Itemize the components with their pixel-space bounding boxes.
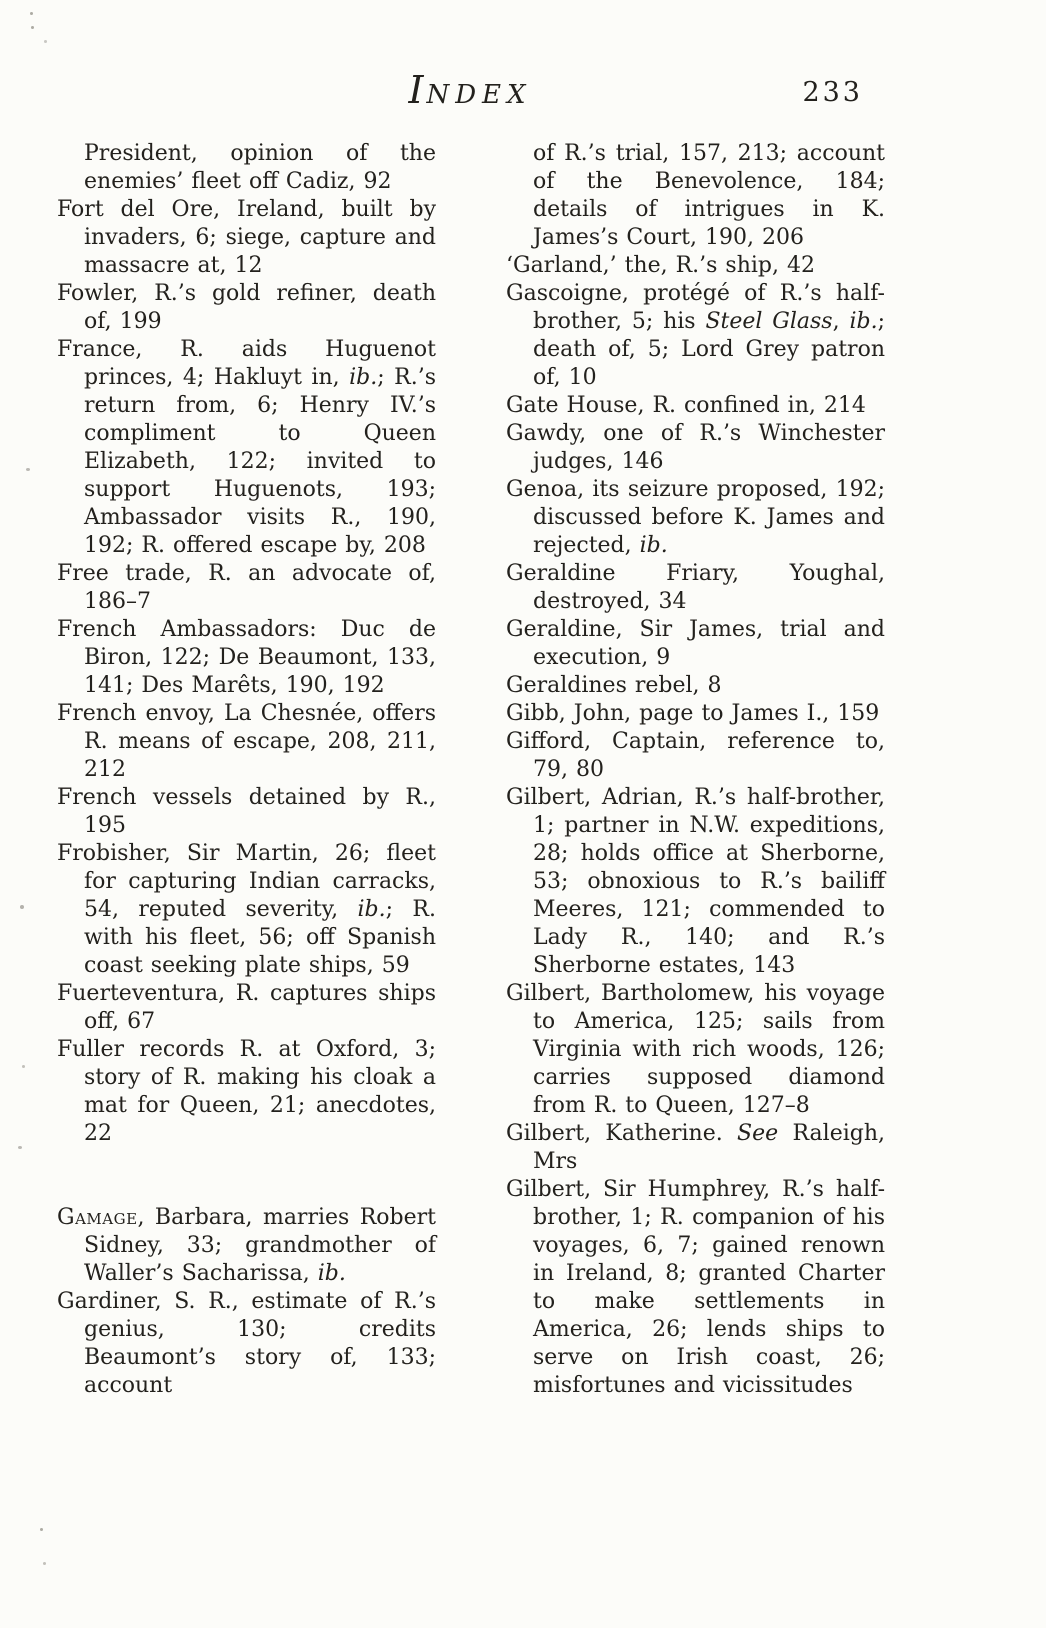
- index-entry: Gilbert, Adrian, R.’s half-brother, 1; partner in N.W. expeditions, 28; holds office at Sherborne, 53; obnoxious to R.’s bailiff Meeres, 121; commended to Lady R., 140; and R.’s Sherborne estates, 143: [506, 785, 885, 978]
- index-entry: Frobisher, Sir Martin, 26; fleet for capturing Indian carracks, 54, reputed severity, ib.; R. with his fleet, 56; off Spanish coast seeking plate ships, 59: [57, 841, 436, 978]
- index-entry: Gilbert, Katherine. See Raleigh, Mrs: [506, 1121, 886, 1174]
- scan-speck: [43, 1562, 46, 1565]
- index-entry: Gilbert, Sir Humphrey, R.’s half-brother, 1; R. companion of his voyages, 6, 7; gained renown in Ireland, 8; granted Charter to make settlements in America, 26; lends ships to serve on Irish coast, 26; misfortunes and vicissitudes: [506, 1177, 885, 1398]
- index-entry: Gifford, Captain, reference to, 79, 80: [506, 729, 885, 782]
- scan-speck: [18, 1146, 22, 1149]
- index-entry: Gardiner, S. R., estimate of R.’s genius, 130; credits Beaumont’s story of, 133; account: [57, 1289, 436, 1398]
- page-number: 233: [802, 77, 863, 108]
- scan-speck: [22, 1065, 25, 1068]
- index-column-left: [57, 140, 436, 1400]
- index-entry: Fort del Ore, Ireland, built by invaders, 6; siege, capture and massacre at, 12: [57, 197, 436, 278]
- index-entry: France, R. aids Huguenot princes, 4; Hakluyt in, ib.; R.’s return from, 6; Henry IV.’s compliment to Queen Elizabeth, 122; invited to support Huguenots, 193; Ambassador visits R., 190, 192; R. offered escape by, 208: [57, 337, 436, 558]
- index-entry: of R.’s trial, 157, 213; account of the Benevolence, 184; details of intrigues in K. James’s Court, 190, 206: [533, 141, 885, 250]
- index-entry: President, opinion of the enemies’ fleet off Cadiz, 92: [84, 141, 436, 194]
- index-entry: Fowler, R.’s gold refiner, death of, 199: [57, 281, 436, 334]
- index-entry: Geraldine Friary, Youghal, destroyed, 34: [506, 561, 885, 614]
- index-entry: Gibb, John, page to James I., 159: [506, 701, 880, 726]
- index-entry: Gilbert, Bartholomew, his voyage to America, 125; sails from Virginia with rich woods, 126; carries supposed diamond from R. to Queen, 127–8: [506, 981, 885, 1118]
- index-entry: Geraldines rebel, 8: [506, 673, 722, 698]
- index-entry: Geraldine, Sir James, trial and execution, 9: [506, 617, 885, 670]
- index-columns: [57, 140, 885, 1400]
- index-entry: Gawdy, one of R.’s Winchester judges, 146: [506, 421, 885, 474]
- scan-speck: [20, 905, 24, 909]
- index-entry: French Ambassadors: Duc de Biron, 122; De Beaumont, 133, 141; Des Marêts, 190, 192: [57, 617, 436, 698]
- index-entry: Gascoigne, protégé of R.’s half-brother, 5; his Steel Glass, ib.; death of, 5; Lord Grey patron of, 10: [506, 281, 885, 390]
- scan-speck: [31, 26, 34, 29]
- index-entry: Gamage, Barbara, marries Robert Sidney, 33; grandmother of Waller’s Sacharissa, ib.: [57, 1205, 436, 1286]
- page-header: [57, 70, 883, 114]
- index-entry: Genoa, its seizure proposed, 192; discussed before K. James and rejected, ib.: [506, 477, 885, 558]
- index-entry: Free trade, R. an advocate of, 186–7: [57, 561, 436, 614]
- index-entry: Gate House, R. confined in, 214: [506, 393, 866, 418]
- scan-speck: [26, 468, 30, 471]
- index-title: INDEX: [408, 68, 532, 112]
- index-entry: ‘Garland,’ the, R.’s ship, 42: [506, 253, 815, 278]
- index-column-right: [506, 140, 885, 1400]
- index-entry: French envoy, La Chesnée, offers R. means of escape, 208, 211, 212: [57, 701, 436, 782]
- scan-speck: [30, 12, 33, 15]
- index-entry: Fuller records R. at Oxford, 3; story of R. making his cloak a mat for Queen, 21; anecdotes, 22: [57, 1037, 436, 1146]
- index-entry: Fuerteventura, R. captures ships off, 67: [57, 981, 436, 1034]
- scan-speck: [44, 40, 47, 43]
- index-entry: French vessels detained by R., 195: [57, 785, 436, 838]
- scan-speck: [40, 1528, 43, 1531]
